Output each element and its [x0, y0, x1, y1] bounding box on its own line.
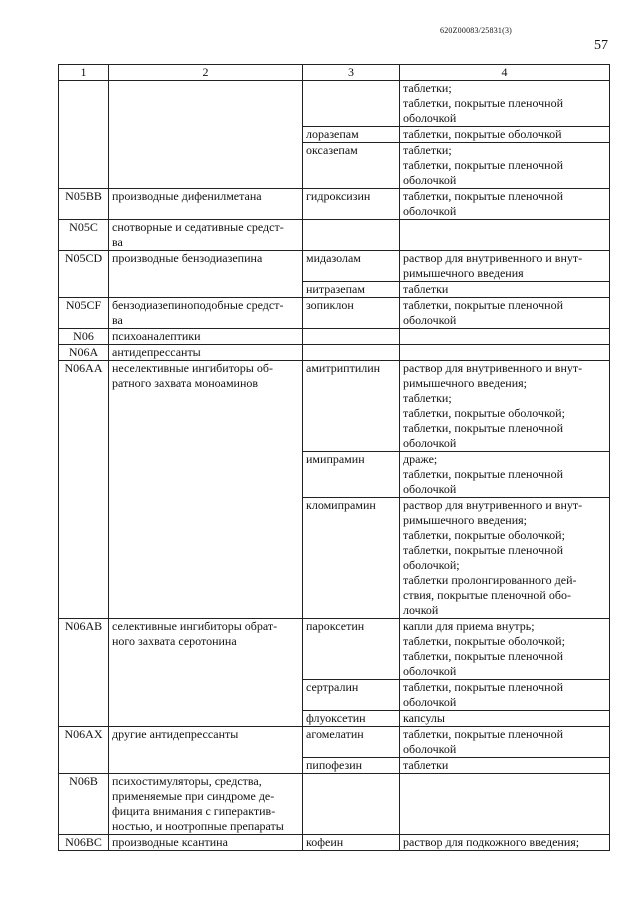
substance-cell: имипрамин: [303, 452, 400, 498]
substance-cell: гидроксизин: [303, 189, 400, 220]
substance-cell: [303, 345, 400, 361]
table-row: [59, 774, 610, 835]
substance-cell: [303, 220, 400, 251]
table-row: [59, 361, 610, 452]
group-name-cell: неселективные ингибиторы об- ратного захвата моноаминов: [109, 361, 303, 619]
page-number: 57: [594, 38, 608, 53]
atc-code-cell: N06AA: [59, 361, 109, 619]
document-id: 620Z00083/25831(3): [440, 26, 513, 35]
substance-cell: зопиклон: [303, 298, 400, 329]
table-row: [59, 220, 610, 251]
table-row: [59, 189, 610, 220]
dosage-forms-cell: таблетки, покрытые пленочной оболочкой: [400, 680, 610, 711]
substance-cell: оксазепам: [303, 143, 400, 189]
group-name-cell: психоаналептики: [109, 329, 303, 345]
group-name-cell: производные дифенилметана: [109, 189, 303, 220]
dosage-forms-cell: таблетки; таблетки, покрытые пленочной оболочкой: [400, 81, 610, 127]
group-name-cell: бензодиазепиноподобные средст- ва: [109, 298, 303, 329]
dosage-forms-cell: [400, 220, 610, 251]
dosage-forms-cell: драже; таблетки, покрытые пленочной оболочкой: [400, 452, 610, 498]
medication-table: [58, 64, 610, 851]
substance-cell: [303, 81, 400, 127]
group-name-cell: [109, 81, 303, 189]
dosage-forms-cell: [400, 345, 610, 361]
substance-cell: пароксетин: [303, 619, 400, 680]
table-row: [59, 298, 610, 329]
column-header-2: 2: [109, 65, 303, 81]
atc-code-cell: N06AB: [59, 619, 109, 727]
substance-cell: сертралин: [303, 680, 400, 711]
substance-cell: [303, 329, 400, 345]
dosage-forms-cell: капли для приема внутрь; таблетки, покрытые оболочкой; таблетки, покрытые пленочной оболочкой: [400, 619, 610, 680]
atc-code-cell: N05BB: [59, 189, 109, 220]
table-row: [59, 345, 610, 361]
dosage-forms-cell: таблетки, покрытые оболочкой: [400, 127, 610, 143]
table-header-row: [59, 65, 610, 81]
table-row: [59, 251, 610, 282]
substance-cell: нитразепам: [303, 282, 400, 298]
substance-cell: мидазолам: [303, 251, 400, 282]
atc-code-cell: [59, 81, 109, 189]
dosage-forms-cell: раствор для внутривенного и внут- римышечного введения; таблетки; таблетки, покрытые оболочкой; таблетки, покрытые пленочной оболочкой: [400, 361, 610, 452]
table-row: [59, 329, 610, 345]
group-name-cell: антидепрессанты: [109, 345, 303, 361]
group-name-cell: другие антидепрессанты: [109, 727, 303, 774]
dosage-forms-cell: таблетки; таблетки, покрытые пленочной оболочкой: [400, 143, 610, 189]
substance-cell: пипофезин: [303, 758, 400, 774]
group-name-cell: производные бензодиазепина: [109, 251, 303, 298]
substance-cell: лоразепам: [303, 127, 400, 143]
dosage-forms-cell: раствор для внутривенного и внут- римышечного введения; таблетки, покрытые оболочкой; таблетки, покрытые пленочной оболочкой; таблетки пролонгированного дей- ствия, покрытые пленочной обо- лочкой: [400, 498, 610, 619]
atc-code-cell: N05C: [59, 220, 109, 251]
substance-cell: агомелатин: [303, 727, 400, 758]
atc-code-cell: N06AX: [59, 727, 109, 774]
dosage-forms-cell: таблетки: [400, 282, 610, 298]
table-row: [59, 619, 610, 680]
group-name-cell: психостимуляторы, средства, применяемые при синдроме де- фицита внимания с гиперактив- ностью, и ноотропные препараты: [109, 774, 303, 835]
substance-cell: кломипрамин: [303, 498, 400, 619]
atc-code-cell: N05CD: [59, 251, 109, 298]
atc-code-cell: N06BC: [59, 835, 109, 851]
dosage-forms-cell: таблетки: [400, 758, 610, 774]
substance-cell: [303, 774, 400, 835]
atc-code-cell: N05CF: [59, 298, 109, 329]
column-header-3: 3: [303, 65, 400, 81]
dosage-forms-cell: раствор для подкожного введения;: [400, 835, 610, 851]
table-row: [59, 81, 610, 127]
group-name-cell: производные ксантина: [109, 835, 303, 851]
substance-cell: флуоксетин: [303, 711, 400, 727]
dosage-forms-cell: [400, 774, 610, 835]
column-header-4: 4: [400, 65, 610, 81]
column-header-1: 1: [59, 65, 109, 81]
atc-code-cell: N06B: [59, 774, 109, 835]
dosage-forms-cell: таблетки, покрытые пленочной оболочкой: [400, 298, 610, 329]
atc-code-cell: N06: [59, 329, 109, 345]
group-name-cell: селективные ингибиторы обрат- ного захвата серотонина: [109, 619, 303, 727]
dosage-forms-cell: раствор для внутривенного и внут- римышечного введения: [400, 251, 610, 282]
dosage-forms-cell: таблетки, покрытые пленочной оболочкой: [400, 727, 610, 758]
substance-cell: кофеин: [303, 835, 400, 851]
group-name-cell: снотворные и седативные средст- ва: [109, 220, 303, 251]
dosage-forms-cell: таблетки, покрытые пленочной оболочкой: [400, 189, 610, 220]
atc-code-cell: N06A: [59, 345, 109, 361]
dosage-forms-cell: [400, 329, 610, 345]
table-row: [59, 727, 610, 758]
dosage-forms-cell: капсулы: [400, 711, 610, 727]
table-row: [59, 835, 610, 851]
substance-cell: амитриптилин: [303, 361, 400, 452]
